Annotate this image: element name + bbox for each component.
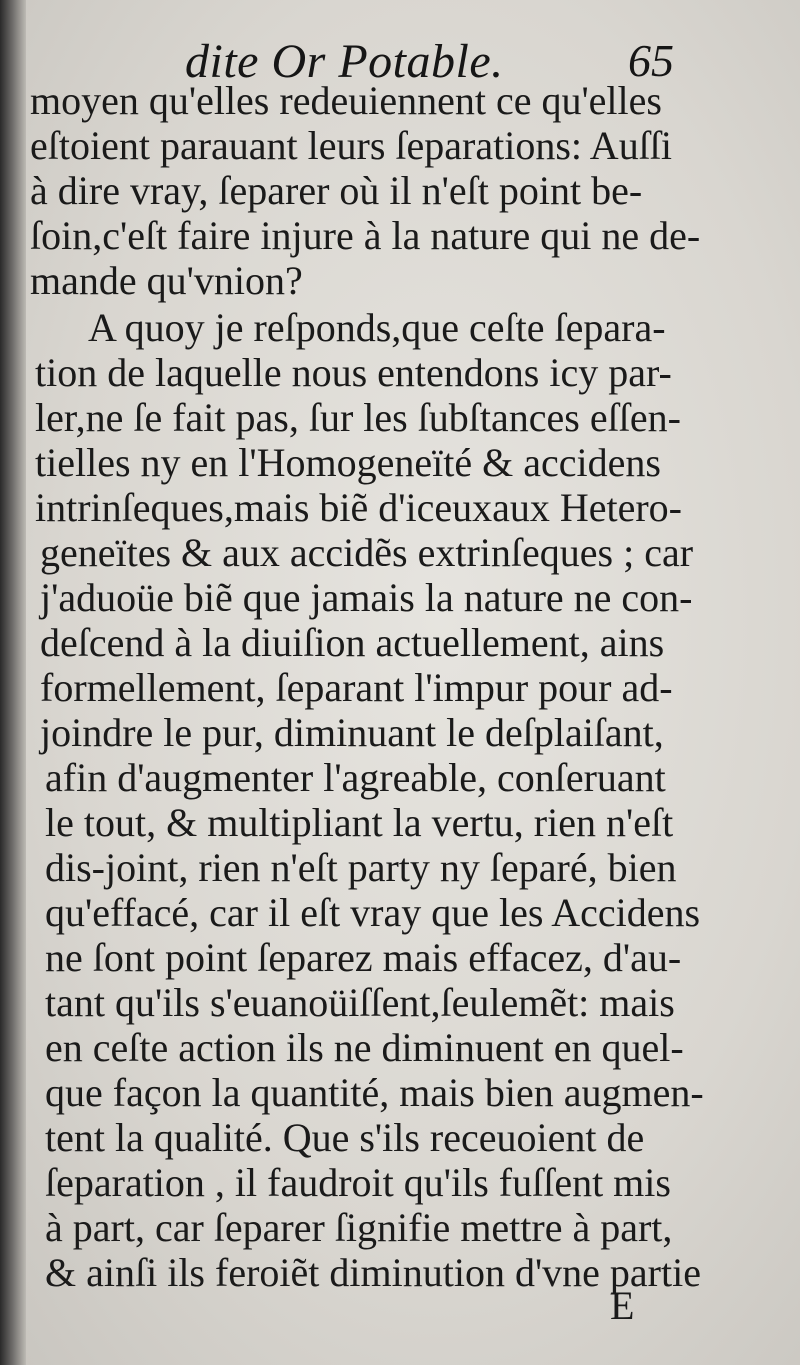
text-line: moyen qu'elles redeuiennent ce qu'elles <box>30 78 662 123</box>
text-line: en ceſte action ils ne diminuent en quel- <box>45 1025 684 1070</box>
text-line: dis-joint, rien n'eſt party ny ſeparé, bien <box>45 845 677 890</box>
text-line: j'aduoüe biẽ que jamais la nature ne con- <box>40 575 693 620</box>
text-line: ſoin,c'eſt faire injure à la nature qui ne de- <box>30 213 701 258</box>
text-line: qu'effacé, car il eſt vray que les Accidens <box>45 890 701 935</box>
page-number: 65 <box>628 35 674 86</box>
signature-mark: E <box>610 1283 635 1328</box>
text-line: ſeparation , il faudroit qu'ils fuſſent mis <box>45 1160 671 1205</box>
text-line: mande qu'vnion? <box>30 258 303 303</box>
text-line: le tout, & multipliant la vertu, rien n'eſt <box>45 800 674 845</box>
text-line: ne ſont point ſeparez mais effacez, d'au- <box>45 935 682 980</box>
text-line: deſcend à la diuiſion actuellement, ains <box>40 620 665 665</box>
running-title: dite Or Potable. <box>185 35 504 88</box>
text-line: intrinſeques,mais biẽ d'iceuxaux Hetero- <box>35 485 682 530</box>
text-line: tielles ny en l'Homogeneïté & accidens <box>35 440 661 485</box>
text-line: tent la qualité. Que s'ils receuoient de <box>45 1115 645 1160</box>
text-line: & ainſi ils feroiẽt diminution d'vne partie <box>45 1250 701 1295</box>
text-line: que façon la quantité, mais bien augmen- <box>45 1070 704 1115</box>
text-line: formellement, ſeparant l'impur pour ad- <box>40 665 673 710</box>
text-line: tion de laquelle nous entendons icy par- <box>35 350 672 395</box>
text-line: à dire vray, ſeparer où il n'eſt point be- <box>30 168 643 213</box>
text-line: eſtoient parauant leurs ſeparations: Auſſi <box>30 123 673 168</box>
text-line: afin d'augmenter l'agreable, conſeruant <box>45 755 666 800</box>
text-line: à part, car ſeparer ſignifie mettre à part, <box>45 1205 673 1250</box>
text-line: A quoy je reſponds,que ceſte ſepara- <box>88 305 666 350</box>
text-line: ler,ne ſe fait pas, ſur les ſubſtances eſſen- <box>35 395 681 440</box>
text-line: geneïtes & aux accidẽs extrinſeques ; car <box>40 530 694 575</box>
text-line: joindre le pur, diminuant le deſplaiſant, <box>40 710 664 755</box>
text-line: tant qu'ils s'euanoüiſſent,ſeulemẽt: mais <box>45 980 675 1025</box>
